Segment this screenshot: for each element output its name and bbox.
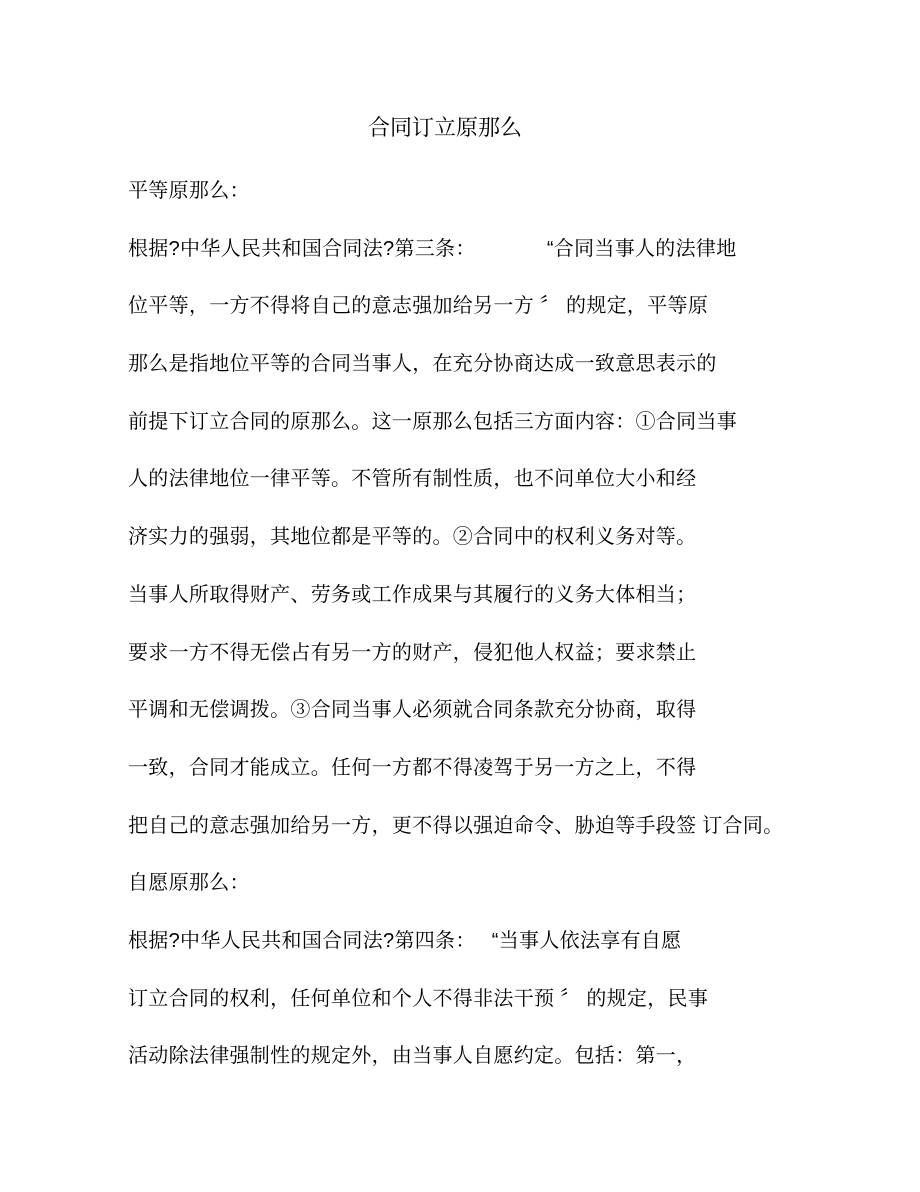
document-line-9: 要求一方不得无偿占有另一方的财产，侵犯他人权益；要求禁止: [128, 641, 697, 664]
document-line-12: 把自己的意志强加给另一方，更不得以强迫命令、胁迫等手段签 订合同。: [128, 814, 784, 837]
document-line-2: 根据?中华人民共和国合同法?第三条： “合同当事人的法律地: [128, 237, 737, 260]
document-line-13: 自愿原那么：: [128, 872, 250, 895]
document-line-11: 一致，合同才能成立。任何一方都不得凌驾于另一方之上，不得: [128, 756, 697, 779]
document-line-8: 当事人所取得财产、劳务或工作成果与其履行的义务大体相当；: [128, 583, 697, 606]
document-line-10: 平调和无偿调拨。③合同当事人必须就合同条款充分协商，取得: [128, 699, 697, 722]
document-line-4: 那么是指地位平等的合同当事人，在充分协商达成一致意思表示的: [128, 353, 717, 376]
document-line-6: 人的法律地位一律平等。不管所有制性质，也不问单位大小和经: [128, 468, 697, 491]
document-title: 合同订立原那么: [367, 115, 522, 140]
document-line-7: 济实力的强弱，其地位都是平等的。②合同中的权利义务对等。: [128, 526, 697, 549]
document-line-3: 位平等，一方不得将自己的意志强加给另一方 〞 的规定，平等原: [128, 295, 709, 318]
document-line-14: 根据?中华人民共和国合同法?第四条： “当事人依法享有自愿: [128, 929, 682, 952]
document-body: [128, 180, 888, 1103]
document-line-15: 订立合同的权利，任何单位和个人不得非法干预 〞 的规定，民事: [128, 987, 709, 1010]
document-line-1: 平等原那么：: [128, 180, 250, 202]
document-line-16: 活动除法律强制性的规定外，由当事人自愿约定。包括：第一，: [128, 1045, 697, 1068]
document-line-5: 前提下订立合同的原那么。这一原那么包括三方面内容：①合同当事: [128, 410, 737, 433]
